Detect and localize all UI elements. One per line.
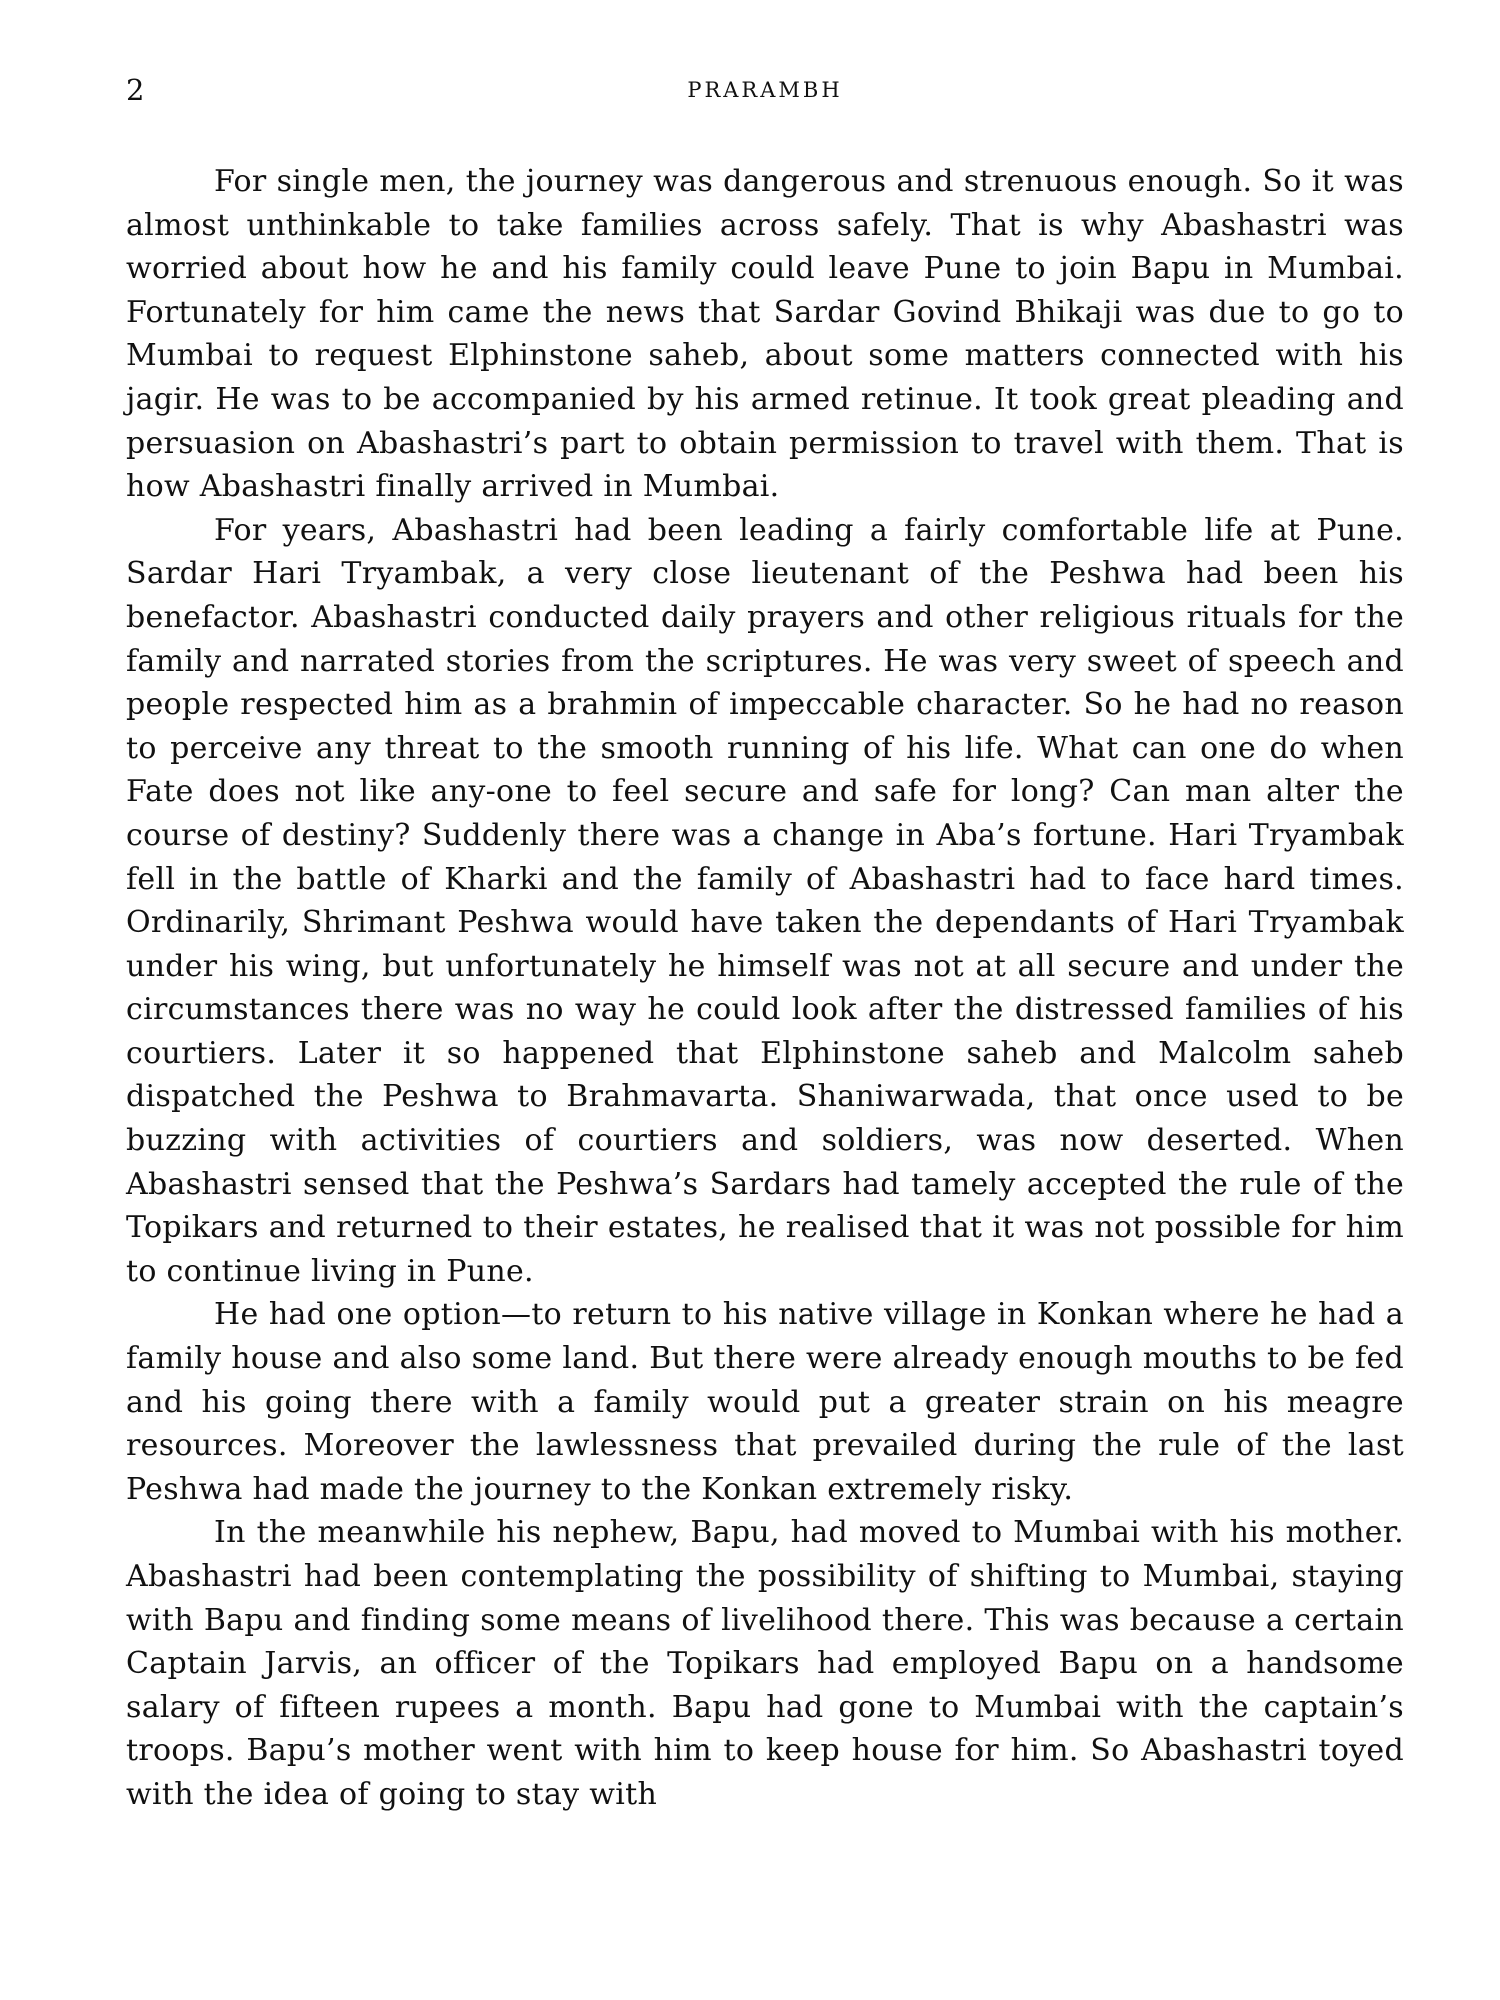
page-number: 2 xyxy=(126,73,145,107)
paragraph-2: For years, Abashastri had been leading a fairly comfortable life at Pune. Sardar Hari Tryambak, a very close lieutenant of the Peshwa had been his benefactor. Abashastri conducted daily prayers and other religious rituals for the family and narrated stories from the scriptures. He was very sweet of speech and people respected him as a brahmin of impeccable character. So he had no reason to perceive any threat to the smooth running of his life. What can one do when Fate does not like any-one to feel secure and safe for long? Can man alter the course of destiny? Suddenly there was a change in Aba’s fortune. Hari Tryambak fell in the battle of Kharki and the family of Abashastri had to face hard times. Ordinarily, Shrimant Peshwa would have taken the dependants of Hari Tryambak under his wing, but unfortunately he himself was not at all secure and under the circumstances there was no way he could look after the distressed families of his courtiers. Later it so happened that Elphinstone saheb and Malcolm saheb dispatched the Peshwa to Brahmavarta. Shaniwarwada, that once used to be buzzing with activities of courtiers and soldiers, was now deserted. When Abashastri sensed that the Peshwa’s Sardars had tamely accepted the rule of the Topikars and returned to their estates, he realised that it was not possible for him to continue living in Pune. xyxy=(126,512,1404,1289)
paragraph-3: He had one option—to return to his native village in Konkan where he had a family house and also some land. But there were already enough mouths to be fed and his going there with a family would put a greater strain on his meagre resources. Moreover the lawlessness that prevailed during the rule of the last Peshwa had made the journey to the Konkan extremely risky. xyxy=(126,1297,1404,1507)
running-head: PRARAMBH xyxy=(687,78,843,102)
paragraph-1: For single men, the journey was dangerous and strenuous enough. So it was almost unthinkable to take families across safely. That is why Abashastri was worried about how he and his family could leave Pune to join Bapu in Mumbai. Fortunately for him came the news that Sardar Govind Bhikaji was due to go to Mumbai to request Elphinstone saheb, about some matters connected with his jagir. He was to be accompanied by his armed retinue. It took great pleading and persuasion on Abashastri’s part to obtain permission to travel with them. That is how Abashastri finally arrived in Mumbai. xyxy=(126,164,1404,505)
paragraph-4: In the meanwhile his nephew, Bapu, had moved to Mumbai with his mother. Abashastri had been contemplating the possibility of shifting to Mumbai, staying with Bapu and finding some means of livelihood there. This was because a certain Captain Jarvis, an officer of the Topikars had employed Bapu on a handsome salary of fifteen rupees a month. Bapu had gone to Mumbai with the captain’s troops. Bapu’s mother went with him to keep house for him. So Abashastri toyed with the idea of going to stay with xyxy=(126,1515,1404,1812)
page-header xyxy=(126,70,1404,110)
body-text xyxy=(126,160,1404,1817)
